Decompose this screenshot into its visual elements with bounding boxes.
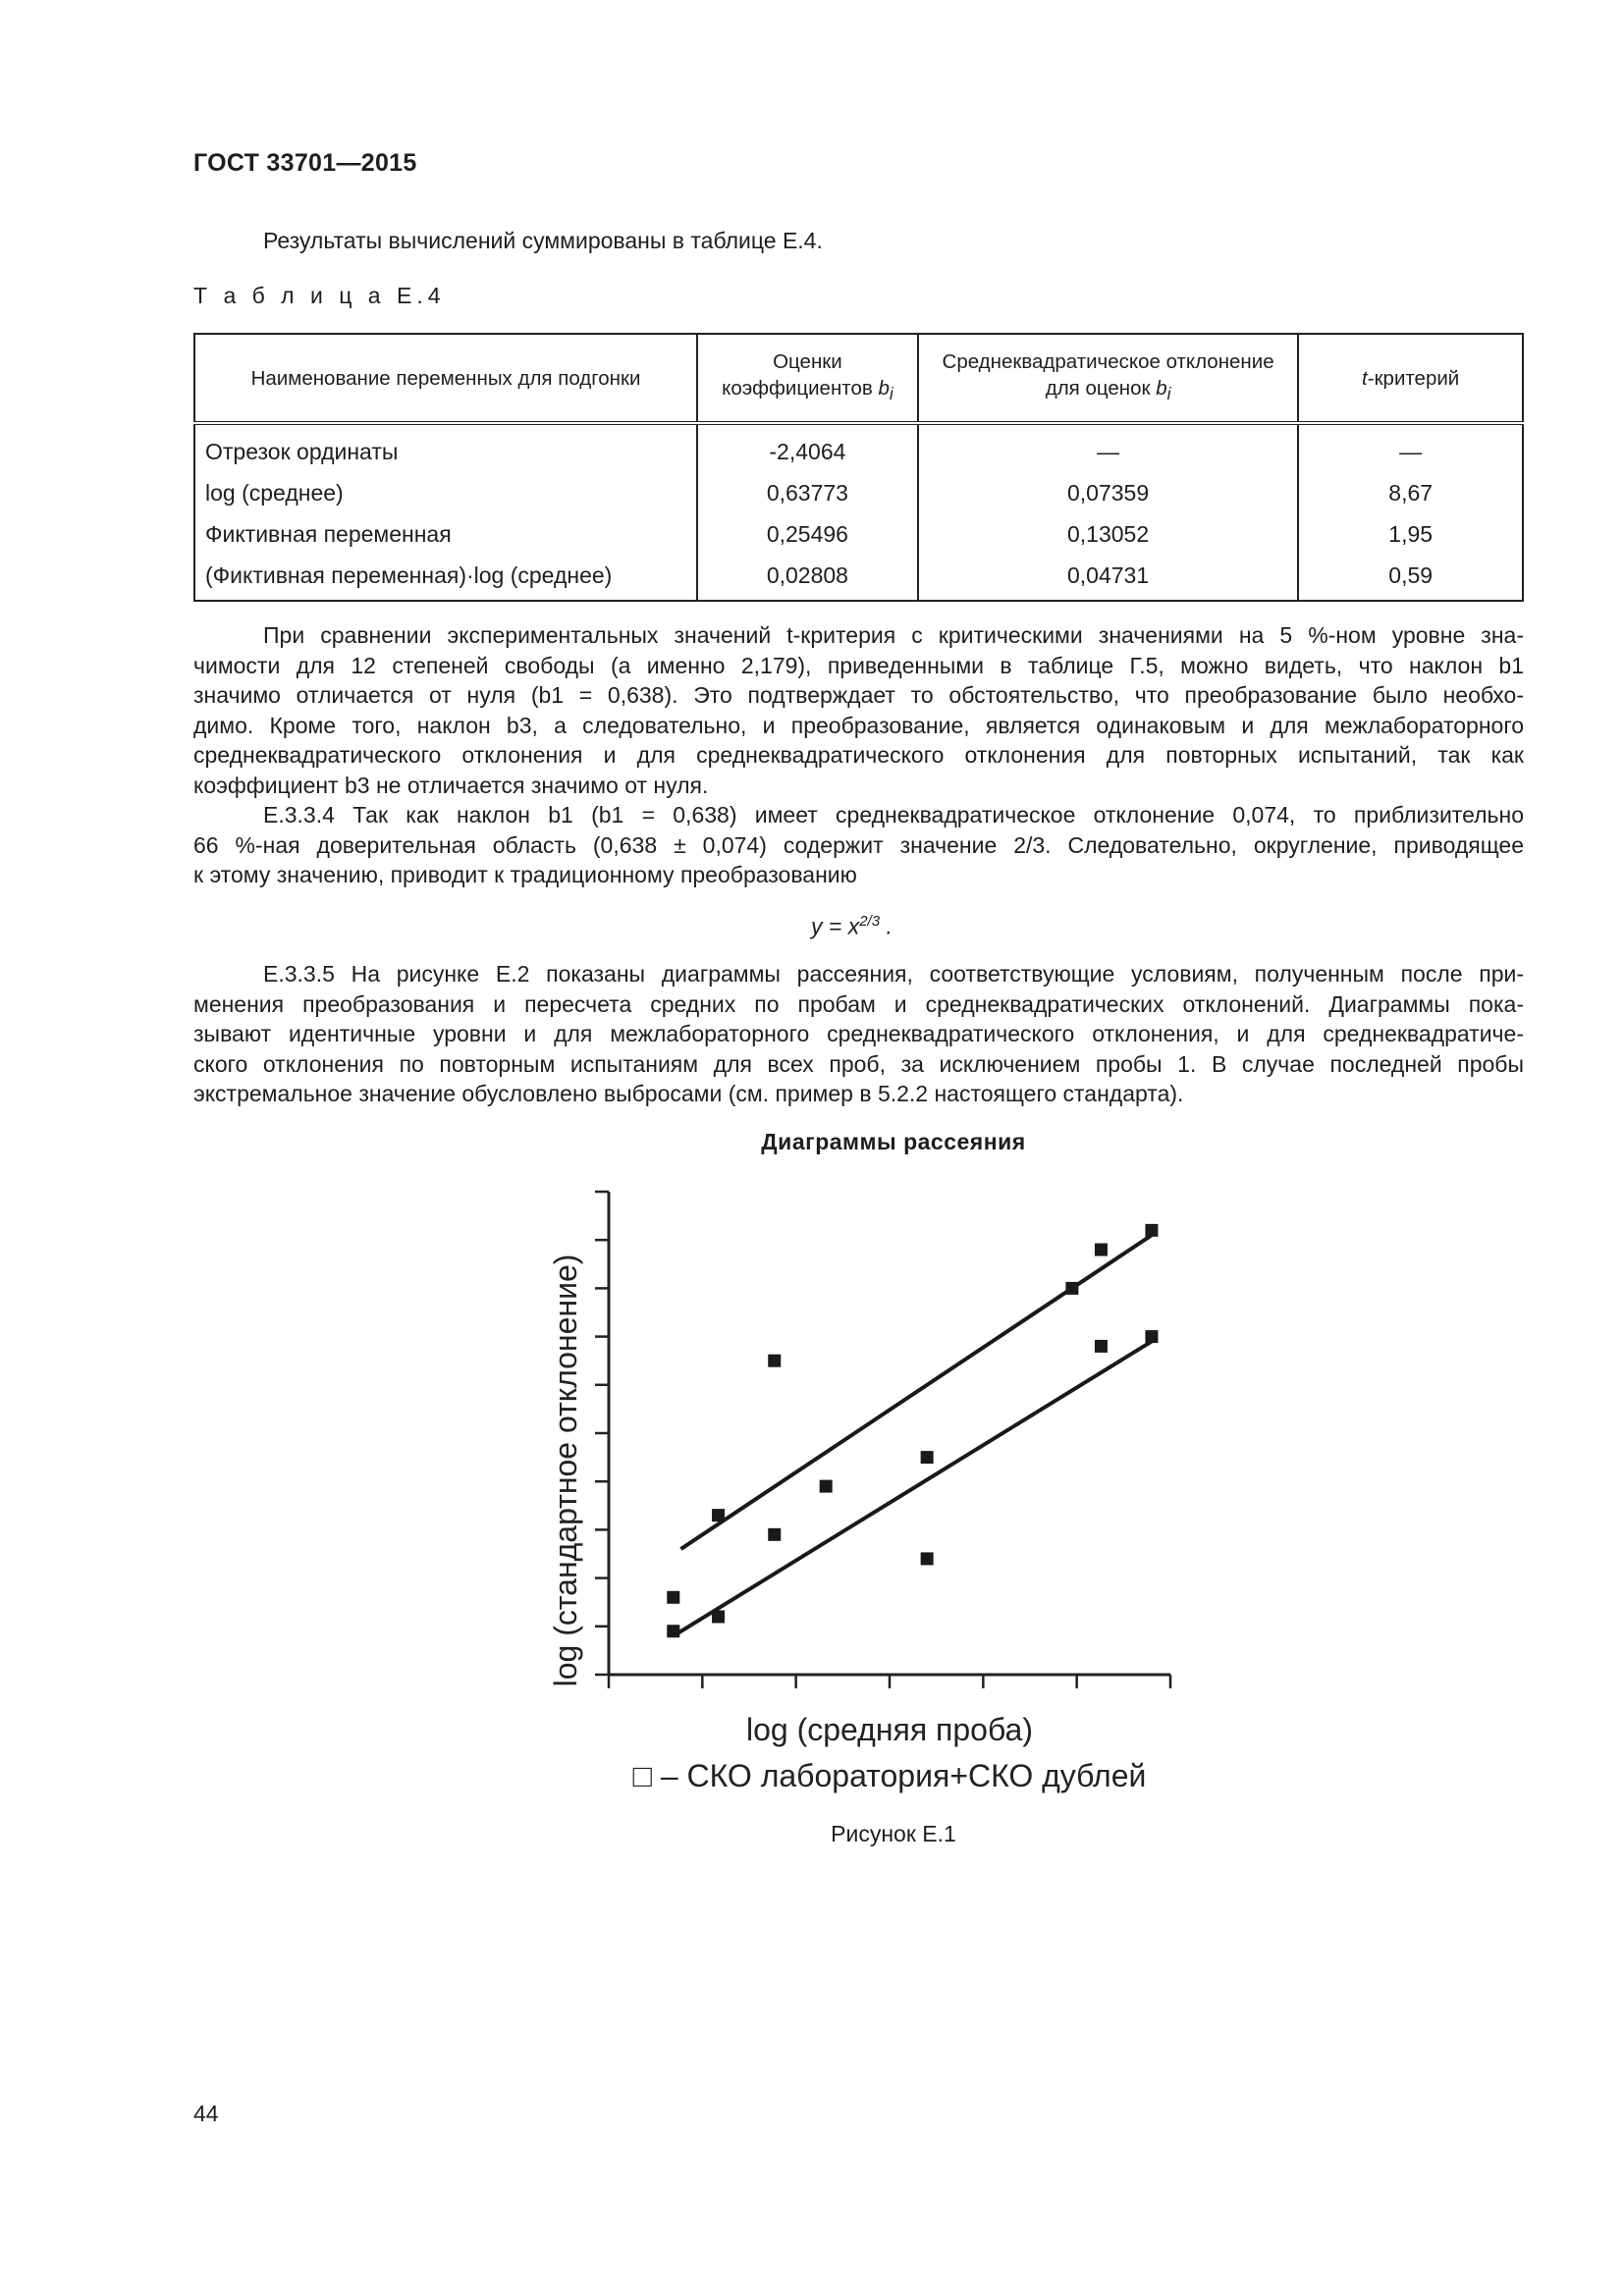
data-point-series-2 <box>921 1552 934 1565</box>
chart-title: Диаграммы рассеяния <box>761 1129 1026 1154</box>
fit-line-series-1 <box>680 1235 1152 1549</box>
cell-variable: Фиктивная переменная <box>194 513 697 555</box>
data-point-series-1 <box>667 1591 679 1604</box>
table-caption: Т а б л и ц а Е.4 <box>193 283 446 308</box>
cell-t: 1,95 <box>1298 513 1523 555</box>
data-point-series-2 <box>1145 1330 1158 1343</box>
formula-exponent: 2/3 <box>859 913 881 930</box>
data-point-series-2 <box>667 1625 679 1637</box>
cell-std: 0,04731 <box>918 555 1299 601</box>
data-point-series-2 <box>1095 1340 1108 1353</box>
document-id: ГОСТ 33701—2015 <box>193 149 417 177</box>
data-point-series-1 <box>820 1480 833 1493</box>
cell-coef: -2,4064 <box>697 423 918 472</box>
paragraph-line: значимо отличается от нуля (b1 = 0,638). Это подтверждает то обстоятельство, что преобразование было необхо- <box>193 682 1524 708</box>
intro-text: Результаты вычислений суммированы в таблице Е.4. <box>263 228 823 253</box>
paragraph-line: Е.3.3.5 На рисунке Е.2 показаны диаграммы рассеяния, соответствующие условиям, полученным после при- <box>263 961 1524 987</box>
data-point-series-2 <box>712 1610 725 1623</box>
page-number: 44 <box>193 2101 219 2126</box>
cell-t: 0,59 <box>1298 555 1523 601</box>
fit-line-series-2 <box>674 1342 1152 1636</box>
x-axis-label: log (средняя проба) <box>746 1712 1033 1747</box>
cell-coef: 0,63773 <box>697 472 918 513</box>
y-axis-label: log (стандартное отклонение) <box>548 1254 583 1687</box>
data-point-series-1 <box>768 1355 781 1367</box>
data-points <box>667 1224 1158 1637</box>
data-point-series-1 <box>921 1451 934 1464</box>
paragraph-line: димо. Кроме того, наклон b3, а следовательно, и преобразование, является одинаковым и для межлабораторного <box>193 712 1524 738</box>
paragraph-line: экстремальное значение обусловлено выбросами (см. пример в 5.2.2 настоящего стандарта). <box>193 1081 1184 1106</box>
cell-variable: Отрезок ординаты <box>194 423 697 472</box>
header-std-deviation-line1: Среднеквадратическое отклонение <box>942 349 1274 373</box>
paragraph-line: коэффициент b3 не отличается значимо от нуля. <box>193 772 709 798</box>
chart-legend: □ – СКО лаборатория+СКО дублей <box>632 1758 1147 1793</box>
data-point-series-1 <box>1095 1244 1108 1256</box>
cell-variable: log (среднее) <box>194 472 697 513</box>
header-std-deviation: Среднеквадратическое отклонение для оценок $b_i$ <box>918 334 1299 423</box>
paragraph-line: При сравнении экспериментальных значений t-критерия с критическими значениями на 5 %-ном уровне зна- <box>263 622 1524 648</box>
data-point-series-1 <box>1065 1282 1078 1295</box>
header-coef-estimates-line2: коэффициентов <box>722 376 873 400</box>
fit-lines <box>674 1235 1152 1635</box>
cell-std: 0,13052 <box>918 513 1299 555</box>
formula-tail: . <box>880 913 893 939</box>
figure-caption: Рисунок Е.1 <box>831 1821 956 1846</box>
cell-t: 8,67 <box>1298 472 1523 513</box>
cell-variable: (Фиктивная переменная)·log (среднее) <box>194 555 697 601</box>
paragraph-line: к этому значению, приводит к традиционному преобразованию <box>193 862 857 887</box>
paragraph-line: ского отклонения по повторным испытаниям для всех проб, за исключением пробы 1. В случае последней пробы <box>193 1050 1524 1077</box>
cell-coef: 0,02808 <box>697 555 918 601</box>
header-coef-estimates-line1: Оценки <box>773 349 842 373</box>
paragraph-line: среднеквадратического отклонения и для среднеквадратического отклонения для повторных испытаний, так как <box>193 742 1524 768</box>
chart-axes <box>595 1192 1170 1688</box>
paragraph-line: зывают идентичные уровни и для межлабораторного среднеквадратического отклонения, и для среднеквадратиче- <box>193 1021 1524 1046</box>
data-point-series-2 <box>768 1528 781 1541</box>
header-coef-estimates: Оценки коэффициентов $b_i$ <box>697 334 918 423</box>
cell-t: — <box>1298 423 1523 472</box>
header-variable-name: Наименование переменных для подгонки <box>194 334 697 423</box>
formula-base: y = x <box>811 913 860 939</box>
paragraph-line: 66 %-ная доверительная область (0,638 ± 0,074) содержит значение 2/3. Следовательно, округление, приводящее <box>193 831 1524 858</box>
paragraph-line: чимости для 12 степеней свободы (а именно 2,179), приведенными в таблице Г.5, можно видеть, что наклон b1 <box>193 652 1524 678</box>
paragraph-line: Е.3.3.4 Так как наклон b1 (b1 = 0,638) имеет среднеквадратическое отклонение 0,074, то приблизительно <box>263 802 1524 828</box>
header-t-criterion: t-критерий <box>1298 334 1523 423</box>
header-std-deviation-line2: для оценок <box>1045 376 1151 400</box>
data-point-series-1 <box>1145 1224 1158 1237</box>
data-point-series-1 <box>712 1509 725 1522</box>
paragraph-line: менения преобразования и пересчета средних по пробам и среднеквадратических отклонений. Диаграммы пока- <box>193 990 1524 1017</box>
cell-std: — <box>918 423 1299 472</box>
cell-std: 0,07359 <box>918 472 1299 513</box>
cell-coef: 0,25496 <box>697 513 918 555</box>
